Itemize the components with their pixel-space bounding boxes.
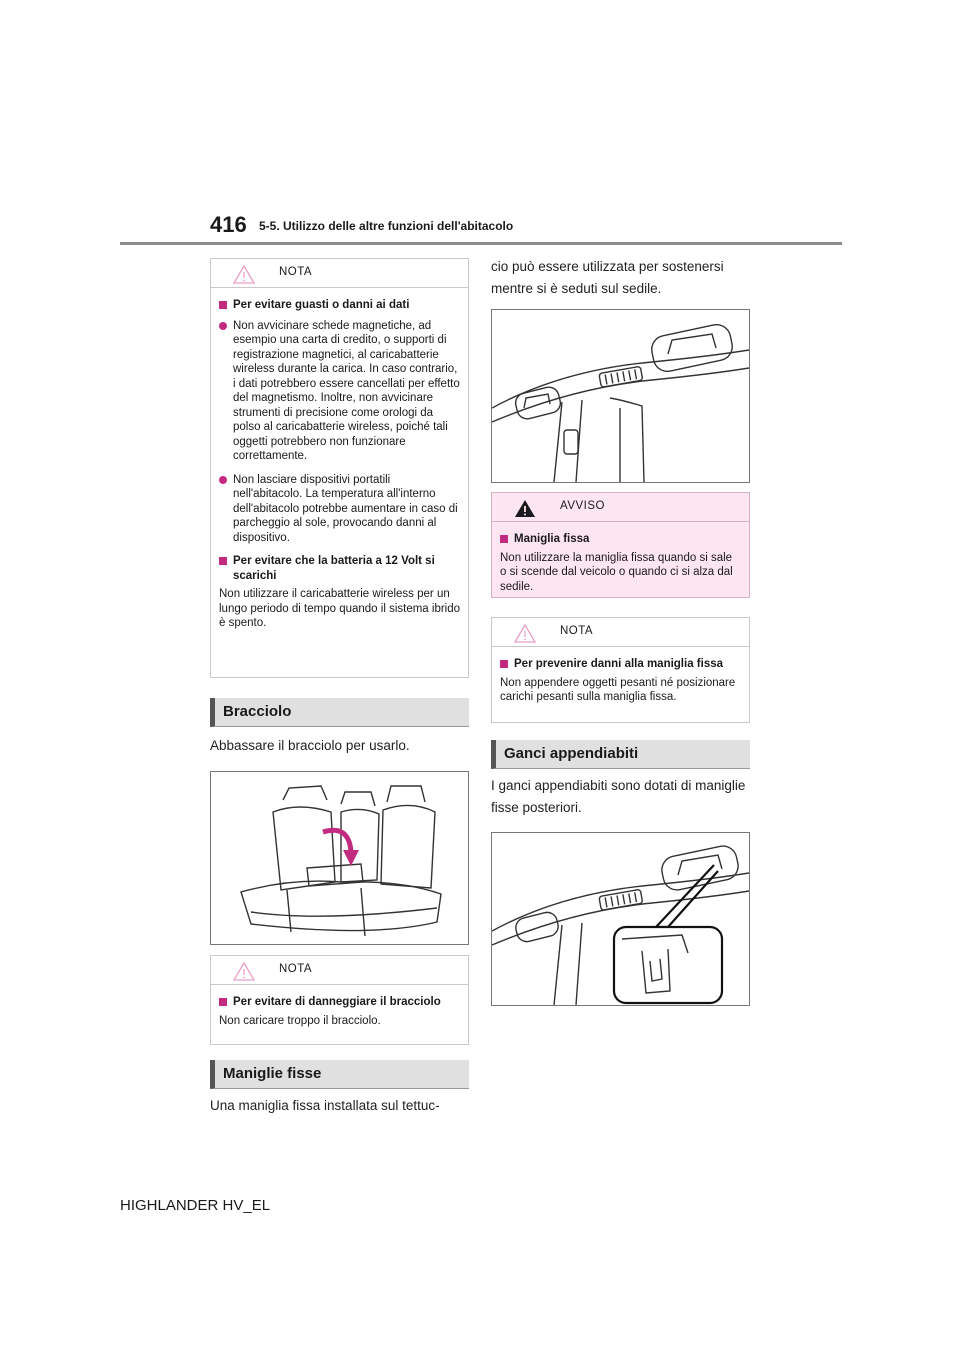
coat-hook-drawing <box>492 833 749 1005</box>
left-column <box>210 258 469 1117</box>
nota-paragraph: Non appendere oggetti pesanti né posizionare carichi pesanti sulla maniglia fissa. <box>500 676 736 703</box>
nota-label: NOTA <box>560 625 594 637</box>
square-bullet-icon <box>219 557 227 565</box>
nota-heading: Per evitare guasti o danni ai dati <box>233 299 410 311</box>
section-title: 5-5. Utilizzo delle altre funzioni dell'abitacolo <box>259 219 514 233</box>
round-bullet-icon <box>219 476 227 484</box>
section-heading-ganci: Ganci appendiabiti <box>491 740 750 769</box>
coat-hook-illustration <box>491 832 750 1006</box>
nota-box-header <box>211 956 468 985</box>
nota-label: NOTA <box>279 266 313 278</box>
avviso-heading: Maniglia fissa <box>514 533 590 545</box>
nota-box-header <box>492 618 749 647</box>
warning-triangle-icon <box>514 499 536 518</box>
avviso-paragraph: Non utilizzare la maniglia fissa quando si sale o si scende dal veicolo o quando ci si alza dal sedile. <box>500 551 733 593</box>
maniglie-text: Una maniglia fissa installata sul tettuc- <box>210 1098 440 1113</box>
nota-label: NOTA <box>279 963 313 975</box>
nota-bullet: Non lasciare dispositivi portatili nell'abitacolo. La temperatura all'interno dell'abitacolo potrebbe aumentare in caso di parcheggio al sole, provocando danni al dispositivo. <box>233 473 458 544</box>
avviso-box <box>491 492 750 598</box>
section-heading-maniglie: Maniglie fisse <box>210 1060 469 1089</box>
nota-bullet: Non avvicinare schede magnetiche, ad esempio una carta di credito, o supporti di registrazione magnetici, al caricabatterie wireless durante la carica. In caso contrario, i dati potrebbero essere cancellati per effetto del magnetismo. Inoltre, non avvicinare strumenti di precisione come orologi da polso al caricabatterie wireless, poiché tali oggetti potrebbero non funzionare correttamente. <box>233 319 460 462</box>
rear-seat-armrest-drawing <box>211 772 468 944</box>
footer-model: HIGHLANDER HV_EL <box>120 1197 271 1214</box>
square-bullet-icon <box>500 535 508 543</box>
ganci-text: I ganci appendiabiti sono dotati di maniglie fisse posteriori. <box>491 778 746 815</box>
avviso-box-header <box>492 493 749 522</box>
section-heading-bracciolo: Bracciolo <box>210 698 469 727</box>
nota-heading: Per prevenire danni alla maniglia fissa <box>514 658 724 670</box>
bracciolo-text: Abbassare il bracciolo per usarlo. <box>210 738 410 753</box>
page-header <box>0 0 960 250</box>
nota-heading: Per evitare di danneggiare il bracciolo <box>233 996 441 1008</box>
header-rule <box>120 242 842 245</box>
nota-box-maniglia <box>491 617 750 723</box>
nota-paragraph: Non caricare troppo il bracciolo. <box>219 1014 381 1027</box>
round-bullet-icon <box>219 322 227 330</box>
nota-box-data <box>210 258 469 678</box>
grab-handle-illustration <box>491 309 750 483</box>
nota-heading: Per evitare che la batteria a 12 Volt si scarichi <box>233 555 435 582</box>
maniglie-text-continued: cio può essere utilizzata per sostenersi mentre si è seduti sul sedile. <box>491 259 724 296</box>
nota-paragraph: Non utilizzare il caricabatterie wireless per un lungo periodo di tempo quando il sistema ibrido è spento. <box>219 588 461 629</box>
avviso-label: AVVISO <box>560 500 605 512</box>
page-number: 416 <box>210 212 247 237</box>
nota-box-header <box>211 259 468 288</box>
warning-triangle-icon <box>514 624 536 643</box>
warning-triangle-icon <box>233 962 255 981</box>
roof-grab-handle-drawing <box>492 310 749 482</box>
square-bullet-icon <box>219 998 227 1006</box>
warning-triangle-icon <box>233 265 255 284</box>
right-column <box>491 258 750 1006</box>
square-bullet-icon <box>500 660 508 668</box>
nota-box-bracciolo <box>210 955 469 1045</box>
armrest-illustration <box>210 771 469 945</box>
square-bullet-icon <box>219 301 227 309</box>
